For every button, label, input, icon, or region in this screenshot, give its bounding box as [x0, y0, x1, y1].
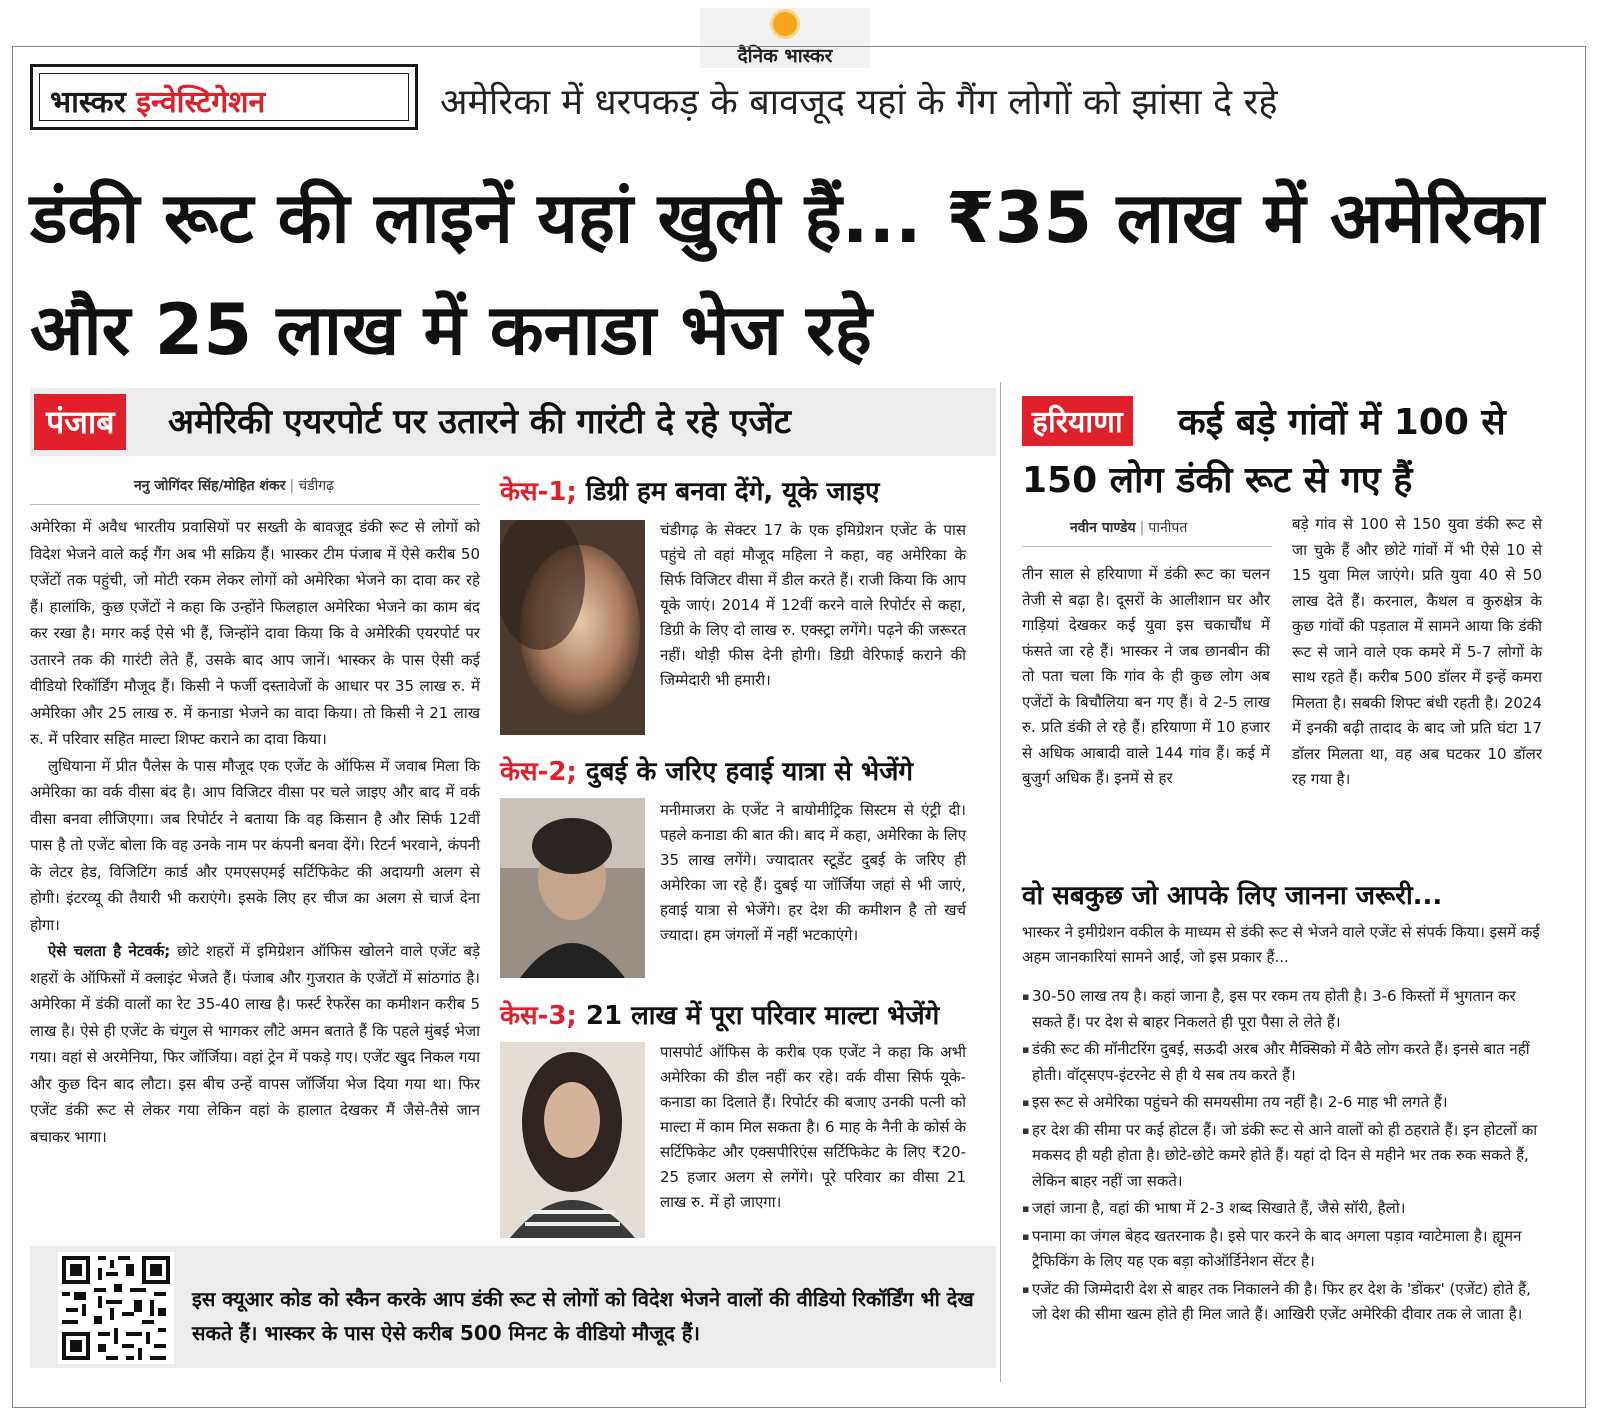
- case-2-text: मनीमाजरा के एजेंट ने बायोमीट्रिक सिस्टम से एंट्री दी। पहले कनाडा की बात की। बाद में कहा, अमेरिका के लिए 35 लाख लगेंगे। ज्यादातर स्टूडेंट दुबई के जरिए ही अमेरिका जा रहे हैं। दुबई या जॉर्जिया जहां से भी जाएं, हवाई यात्रा से भेजेंगे। हर देश की कमीशन है तो खर्च ज्यादा। हम जंगलों में नहीं भटकाएंगे।: [660, 801, 966, 944]
- blurred-woman-photo: [500, 1042, 645, 1238]
- know-item: ▪ पनामा का जंगल बेहद खतरनाक है। इसे पार करने के बाद अगला पड़ाव ग्वाटेमाला है। ह्यूमन ट्रैफिकिंग के लिए यह एक बड़ा कोऑर्डिनेशन सेंटर है।: [1022, 1224, 1542, 1275]
- blurred-woman-photo: [500, 520, 645, 735]
- haryana-col-1: तीन साल से हरियाणा में डंकी रूट का चलन तेजी से बढ़ा है। दूसरों के आलीशान घर और गाड़ियां देखकर कई युवा इस चकाचौंध में फंसते जा रहे हैं। भास्कर ने जब छानबीन की तो पता चला कि गांव के ही कुछ लोग अब एजेंटों के बिचौलिया बन गए हैं। वे 2-5 लाख रु. प्रति डंकी ले रहे हैं। हरियाणा में 10 हजार से अधिक आबादी वाले 144 गांव हैं। कई में बुजुर्ग अधिक हैं। इनमें से हर: [1022, 565, 1270, 787]
- punjab-para-3-lead: ऐसे चलता है नेटवर्क;: [48, 942, 171, 960]
- main-headline: डंकी रूट की लाइनें यहां खुली हैं... ₹35 लाख में अमेरिका और 25 लाख में कनाडा भेज रहे: [30, 177, 1544, 371]
- punjab-byline-rule: [30, 504, 480, 505]
- know-list: [1022, 984, 1542, 1330]
- haryana-byline-place: पानीपत: [1148, 520, 1188, 536]
- haryana-headline: कई बड़े गांवों में 100 से 150 लोग डंकी रूट से गए हैं: [1022, 402, 1506, 501]
- haryana-col-2: बड़े गांव से 100 से 150 युवा डंकी रूट से जा चुके हैं और छोटे गांवों में भी ऐसे 10 से 15 युवा मिल जाएंगे। प्रति युवा 40 से 50 लाख देते हैं। करनाल, कैथल व कुरुक्षेत्र के कुछ गांवों की पड़ताल में सामने आया कि डंकी रूट से जाने वाले एक कमरे में 5-7 लोगों के साथ रहते हैं। करीब 500 डॉलर में इन्हें कमरा मिलता है। सबकी शिफ्ट बंधी रहती है। 2024 में इनकी बढ़ी तादाद के बाद जो प्रति घंटा 17 डॉलर मिलता था, वह अब घटकर 10 डॉलर रह गया है।: [1292, 515, 1542, 788]
- badge-label-bhaskar: भास्कर: [50, 85, 126, 120]
- case-3-photo: [500, 1042, 645, 1238]
- punjab-byline-place: चंडीगढ़: [298, 478, 335, 494]
- badge-label-investigation: इन्वेस्टिगेशन: [136, 85, 266, 120]
- case-3-number: केस-3;: [500, 1001, 577, 1031]
- punjab-byline: ननु जोगिंदर सिंह/मोहित शंकर | चंडीगढ़: [134, 478, 335, 494]
- know-item: ▪ 30-50 लाख तय है। कहां जाना है, इस पर रकम तय होती है। 3-6 किस्तों में भुगतान कर सकते हैं। पर देश से बाहर निकलते ही पूरा पैसा ले लेते हैं।: [1022, 984, 1542, 1035]
- case-1-text: चंडीगढ़ के सेक्टर 17 के एक इमिग्रेशन एजेंट के पास पहुंचे तो वहां मौजूद महिला ने कहा, वह अमेरिका के सिर्फ विजिटर वीसा में डील करते हैं। राजी किया कि आप यूके जाएं। 2014 में 12वीं करने वाले रिपोर्टर से कहा, डिग्री के लिए दो लाख रु. एक्स्ट्रा लगेंगे। पढ़ने की जरूरत नहीं। थोड़ी फीस देनी होगी। डिग्री वेरिफाई कराने की जिम्मेदारी भी हमारी।: [660, 521, 966, 689]
- case-3-title: 21 लाख में पूरा परिवार माल्टा भेजेंगे: [576, 1001, 940, 1031]
- qr-caption: इस क्यूआर कोड को स्कैन करके आप डंकी रूट से लोगों को विदेश भेजने वालों की वीडियो रिकॉर्डिंग भी देख सकते हैं। भास्कर के पास ऐसे करीब 500 मिनट के वीडियो मौजूद हैं।: [192, 1287, 974, 1345]
- case-2-heading: [500, 752, 913, 788]
- case-3-heading: [500, 996, 939, 1032]
- kicker: अमेरिका में धरपकड़ के बावजूद यहां के गैंग लोगों को झांसा दे रहे: [440, 82, 1278, 123]
- sun-logo-icon: [773, 12, 797, 36]
- punjab-story: [30, 514, 480, 1150]
- punjab-para-1: अमेरिका में अवैध भारतीय प्रवासियों पर सख्ती के बावजूद डंकी रूट से लोगों को विदेश भेजने वाले कई गैंग अब भी सक्रिय हैं। भास्कर टीम पंजाब में ऐसे करीब 50 एजेंटों तक पहुंची, जो मोटी रकम लेकर लोगों को अमेरिका भेजने का दावा कर रहे हैं। हालांकि, कुछ एजेंटों ने कहा कि उन्होंने फिलहाल अमेरिका भेजने का काम बंद कर रखा है। मगर कई ऐसे भी हैं, जिन्होंने दावा किया कि वे अमेरिकी एयरपोर्ट पर उतारने तक की गारंटी लेते हैं, उसके बाद आप जानें। भास्कर के पास ऐसी कई वीडियो रिकॉर्डिंग मौजूद हैं। किसी ने फर्जी दस्तावेजों के आधार पर 35 लाख रु. में अमेरिका और 25 लाख रु. में कनाडा भेजने का वादा किया। तो किसी ने 21 लाख रु. में परिवार सहित माल्टा शिफ्ट कराने का दावा किया।: [30, 518, 480, 748]
- qr-code-icon: [58, 1252, 174, 1364]
- know-headline: वो सबकुछ जो आपके लिए जानना जरूरी...: [1022, 881, 1443, 911]
- case-1-heading: [500, 472, 880, 508]
- haryana-byline-author: नवीन पाण्डेय: [1070, 520, 1136, 536]
- punjab-tag: पंजाब: [34, 394, 126, 450]
- know-item: ▪ एजेंट की जिम्मेदारी देश से बाहर तक निकालने की है। फिर हर देश के 'डोंकर' (एजेंट) होते हैं, जो देश की सीमा खत्म होते ही मिल जाते हैं। आखिरी एजेंट अमेरिकी दीवार तक ले जाता है।: [1022, 1277, 1542, 1328]
- know-intro: भास्कर ने इमीग्रेशन वकील के माध्यम से डंकी रूट से भेजने वाले एजेंट से संपर्क किया। इसमें कई अहम जानकारियां सामने आईं, जो इस प्रकार हैं...: [1022, 923, 1540, 966]
- punjab-para-3: [30, 938, 480, 1150]
- case-2-title: दुबई के जरिए हवाई यात्रा से भेजेंगे: [576, 757, 914, 787]
- haryana-byline-rule: [1022, 546, 1272, 547]
- case-3-text: पासपोर्ट ऑफिस के करीब एक एजेंट ने कहा कि अभी अमेरिका की डील नहीं कर रहे। वर्क वीसा सिर्फ यूके-कनाडा का दिलाते हैं। रिपोर्टर की बजाए उनकी पत्नी को माल्टा में काम मिल सकता है। 6 माह के नैनी के कोर्स के सर्टिफिकेट और एक्सपीरिएंस सर्टिफिकेट के लिए ₹20-25 हजार अलग से लगेंगे। पूरे परिवार का वीसा 21 लाख रु. में हो जाएगा।: [660, 1043, 966, 1211]
- punjab-para-3-body: छोटे शहरों में इमिग्रेशन ऑफिस खोलने वाले एजेंट बड़े शहरों के ऑफिसों में क्लाइंट भेजते हैं। पंजाब और गुजरात के एजेंटों में सांठगांठ है। अमेरिका में डंकी वालों का रेट 35-40 लाख है। फर्स्ट रेफरेंस का कमीशन करीब 5 लाख है। ऐसे ही एजेंट के चंगुल से भागकर लौटे अमन बताते हैं कि पहले मुंबई भेजा गया। वहां से अरमेनिया, फिर जॉर्जिया। वहां ट्रेन में पकड़े गए। एजेंट खुद निकल गया और कुछ दिन बाद लौटा। इस बीच उन्हें वापस जॉर्जिया भेज दिया गया था। फिर एजेंट डंकी रूट से लेकर गया लेकिन वहां के हालात देखकर मैं जैसे-तैसे जान बचाकर भागा।: [30, 942, 480, 1146]
- case-1-title: डिग्री हम बनवा देंगे, यूके जाइए: [576, 477, 880, 507]
- know-item: ▪ जहां जाना है, वहां की भाषा में 2-3 शब्द सिखाते हैं, जैसे सॉरी, हैलो।: [1022, 1196, 1542, 1222]
- blurred-person-photo: [500, 798, 645, 978]
- haryana-byline: नवीन पाण्डेय | पानीपत: [1070, 520, 1188, 536]
- case-2-number: केस-2;: [500, 757, 577, 787]
- know-item: ▪ हर देश की सीमा पर कई होटल हैं। जो डंकी रूट से आने वालों को ही ठहराते हैं। इन होटलों का मकसद ही यही होता है। छोटे-छोटे कमरे होते हैं। यहां दो दिन से महीने भर तक रुक सकते हैं, लेकिन बाहर नहीं जा सकते।: [1022, 1118, 1542, 1195]
- punjab-headline: अमेरिकी एयरपोर्ट पर उतारने की गारंटी दे रहे एजेंट: [168, 402, 792, 442]
- masthead-name: दैनिक भास्कर: [737, 45, 833, 67]
- know-item: ▪ इस रूट से अमेरिका पहुंचने की समयसीमा तय नहीं है। 2-6 माह भी लगते हैं।: [1022, 1090, 1542, 1116]
- case-2-photo: [500, 798, 645, 978]
- case-1-photo: [500, 520, 645, 735]
- punjab-para-2: लुधियाना में प्रीत पैलेस के पास मौजूद एक एजेंट के ऑफिस में जवाब मिला कि अमेरिका का वर्क वीसा बंद है। आप विजिटर वीसा पर चले जाइए और बाद में वर्क वीसा बनवा लीजिएगा। जब रिपोर्टर ने बताया कि वह किसान है और सिर्फ 12वीं पास है तो एजेंट बोला कि वह उनके नाम पर कंपनी बनवा देंगे। रिटर्न भरवाने, कंपनी के लेटर हेड, विजिटिंग कार्ड और एमएसएमई सर्टिफिकेट की अदायगी अलग से होगी। इंटरव्यू की तैयारी भी कराएंगे। इसके लिए हर चीज का अलग से चार्ज देना होगा।: [30, 756, 480, 934]
- haryana-tag: हरियाणा: [1022, 396, 1133, 446]
- know-item: ▪ डंकी रूट की मॉनीटरिंग दुबई, सऊदी अरब और मैक्सिको में बैठे लोग करते हैं। इनसे बात नहीं होती। वॉट्सएप-इंटरनेट से ही ये सब तय करते हैं।: [1022, 1037, 1542, 1088]
- investigation-badge: [30, 64, 418, 130]
- case-1-number: केस-1;: [500, 477, 577, 507]
- punjab-byline-authors: ननु जोगिंदर सिंह/मोहित शंकर: [134, 478, 286, 494]
- column-divider: [1000, 382, 1001, 1382]
- qr-code[interactable]: [58, 1252, 174, 1368]
